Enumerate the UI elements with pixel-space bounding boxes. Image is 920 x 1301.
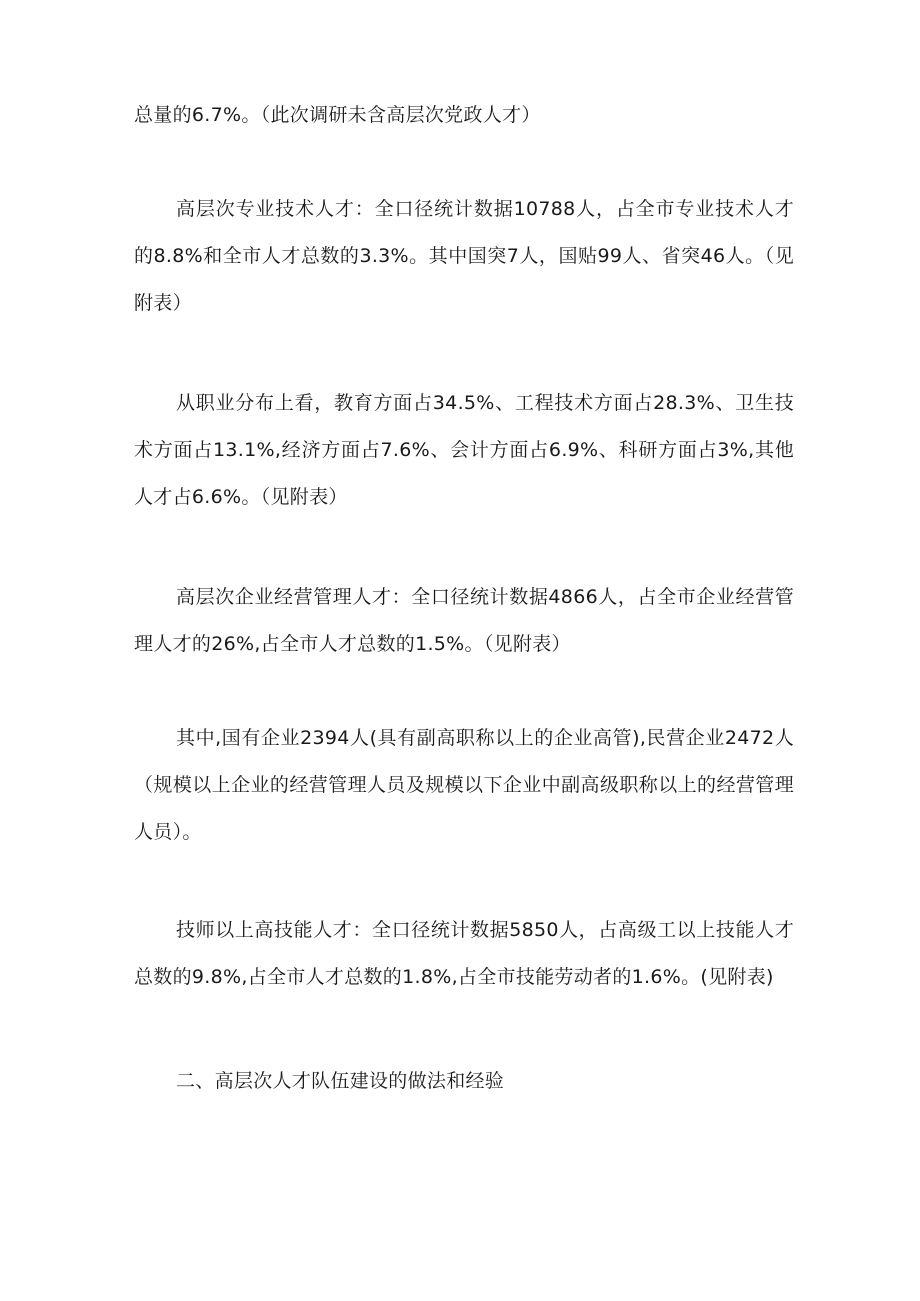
section-heading: 二、高层次人才队伍建设的做法和经验: [176, 1070, 505, 1092]
paragraph-skilled-talent: 技师以上高技能人才：全口径统计数据5850人，占高级工以上技能人才总数的9.8%,占全市人才总数的1.8%,占全市技能劳动者的1.6%。(见附表): [134, 919, 794, 988]
paragraph-continuation: 总量的6.7%。（此次调研未含高层次党政人才）: [134, 104, 541, 126]
paragraph-occupation-distribution: 从职业分布上看，教育方面占34.5%、工程技术方面占28.3%、卫生技术方面占13.1%,经济方面占7.6%、会计方面占6.9%、科研方面占3%,其他人才占6.6%。（见附表）: [134, 392, 794, 508]
paragraph-enterprise-breakdown: 其中,国有企业2394人(具有副高职称以上的企业高管),民营企业2472人（规模以上企业的经营管理人员及规模以下企业中副高级职称以上的经营管理人员）。: [134, 727, 794, 843]
paragraph-professional-talent: 高层次专业技术人才：全口径统计数据10788人，占全市专业技术人才的8.8%和全市人才总数的3.3%。其中国突7人，国贴99人、省突46人。（见附表）: [134, 198, 794, 314]
paragraph-enterprise-management: 高层次企业经营管理人才：全口径统计数据4866人，占全市企业经营管理人才的26%,占全市人才总数的1.5%。（见附表）: [134, 586, 794, 655]
